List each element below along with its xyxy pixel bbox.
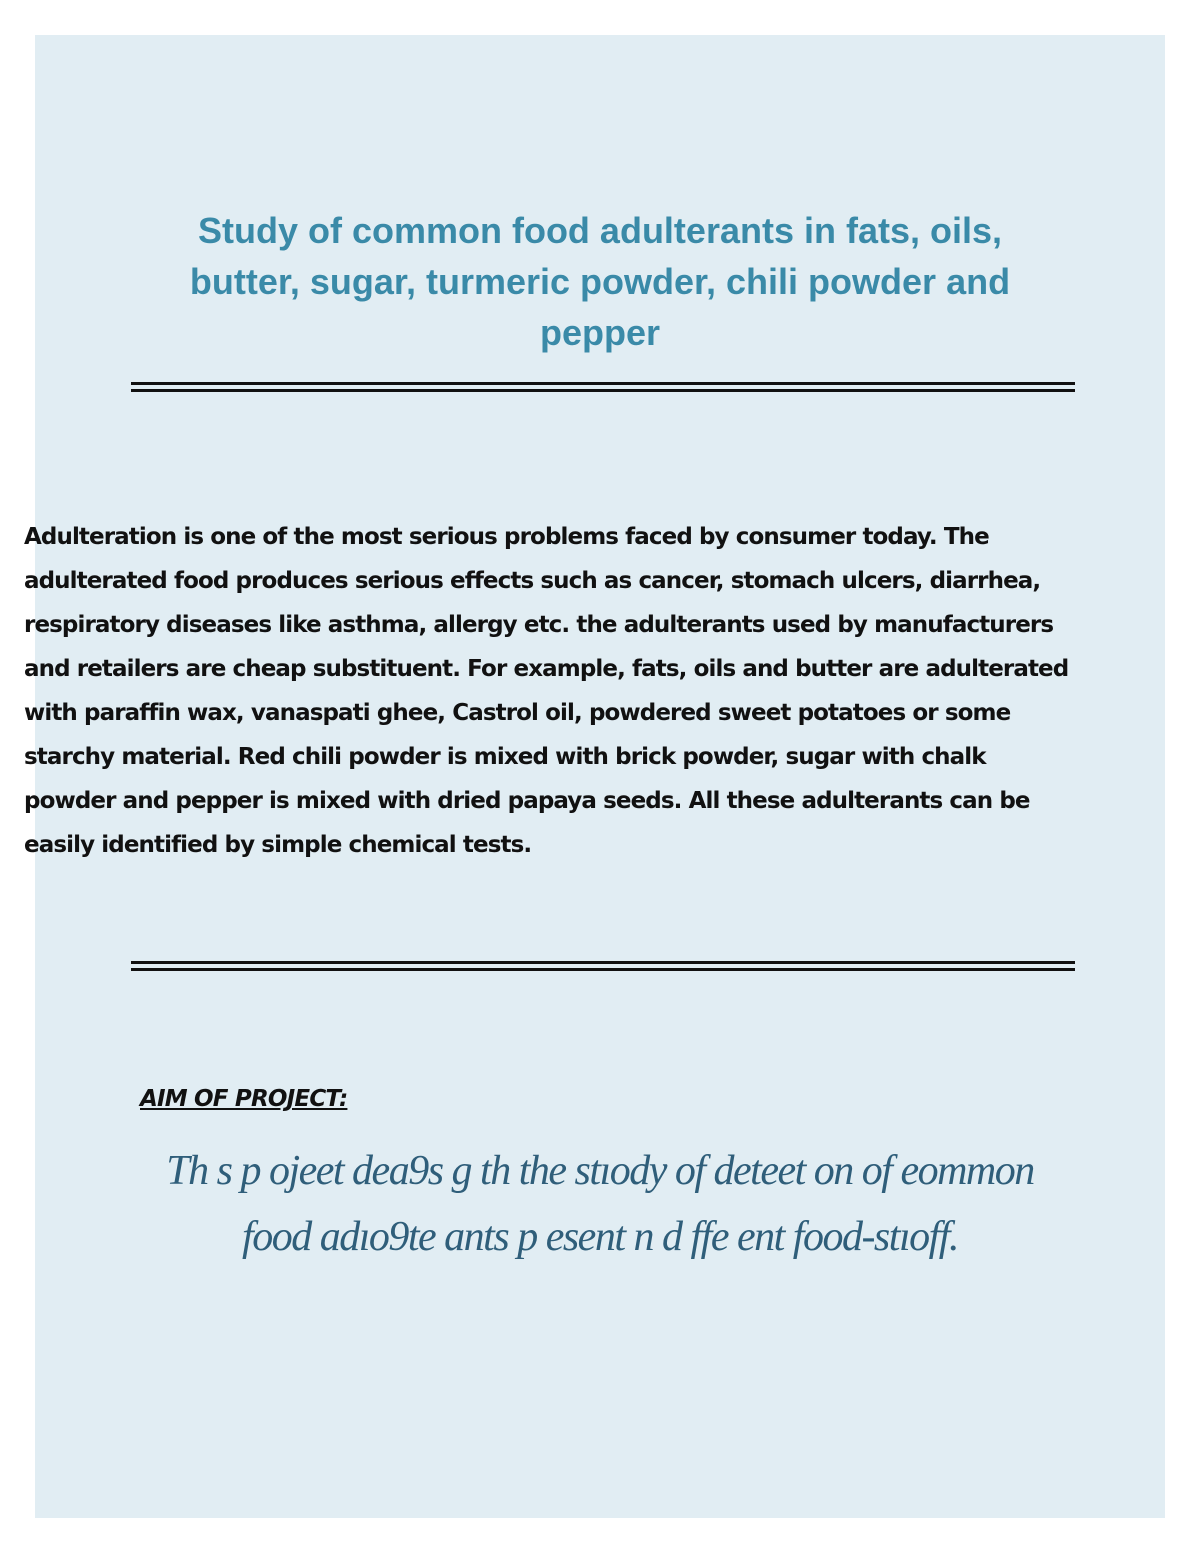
aim-heading: AIM OF PROJECT: [140,1086,348,1112]
intro-paragraph: Adulteration is one of the most serious problems faced by consumer today. The adulterated food produces serious effects such as cancer, stomach ulcers, diarrhea, respiratory diseases like asthma, allergy etc. the adulterants used by manufacturers and retailers are cheap substituent. For example, fats, oils and butter are adulterated with paraffin wax, vanaspati ghee, Castrol oil, powdered sweet potatoes or some starchy material. Red chili powder is mixed with brick powder, sugar with chalk powder and pepper is mixed with dried papaya seeds. All these adulterants can be easily identified by simple chemical tests. [24,524,1069,858]
aim-text: Th s p ojeet dea9s g th the stıody of deteet on of eommon food adıo9te ants p esent n d ffe ent food-stıoff. [166,1148,1034,1260]
double-rule-divider [131,382,1075,392]
page-title: Study of common food adulterants in fats, oils, butter, sugar, turmeric powder, chili powder and pepper [189,210,1011,353]
double-rule-divider [131,961,1075,971]
